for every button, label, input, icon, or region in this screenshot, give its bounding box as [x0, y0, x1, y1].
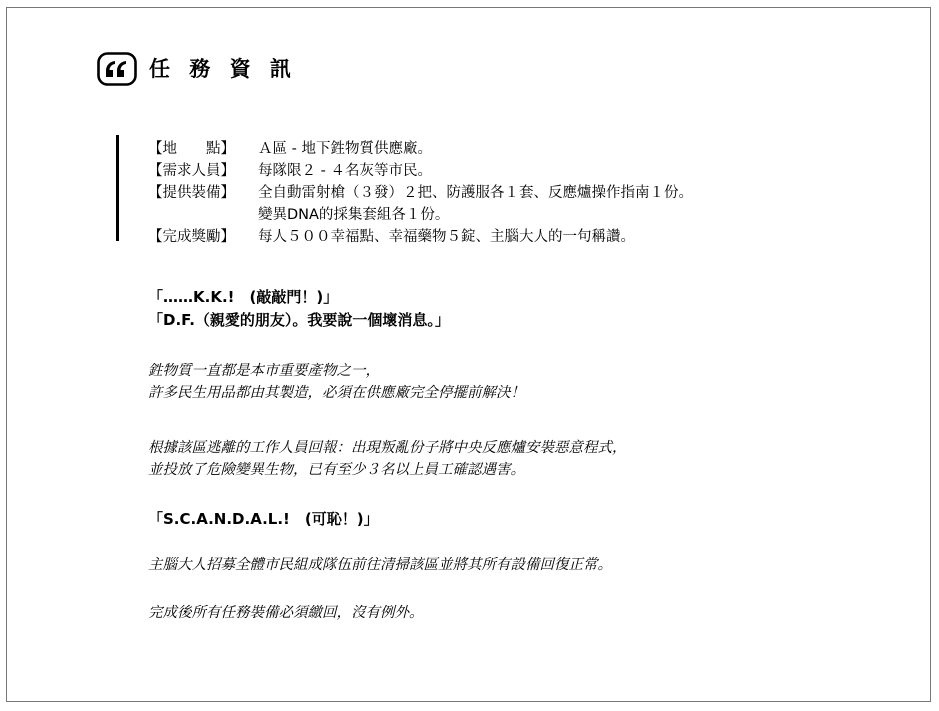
- dialog-line: 「……K.K.! (敲敲門！)」: [148, 288, 339, 306]
- paragraph-line: 完成後所有任務裝備必須繳回，沒有例外。: [148, 605, 424, 621]
- paragraph-line: 許多民生用品都由其製造，必須在供應廠完全停擺前解決！: [148, 385, 525, 401]
- paragraph-return: [148, 602, 424, 624]
- paragraph-line: 主腦大人招募全體市民組成隊伍前往清掃該區並將其所有設備回復正常。: [148, 557, 612, 573]
- paragraph-recruit: [148, 554, 612, 576]
- equipment-value-continued: 變異DNA的採集套組各１份。: [258, 207, 450, 223]
- reward-value: 每人５００幸福點、幸福藥物５錠、主腦大人的一句稱讚。: [258, 229, 635, 245]
- quote-icon: [97, 52, 137, 86]
- paragraph-line: 並投放了危險變異生物，已有至少３名以上員工確認遇害。: [148, 462, 525, 478]
- info-row-equipment: [148, 182, 693, 204]
- paragraph-report: [148, 437, 627, 481]
- page-title: 任 務 資 訊: [149, 57, 297, 81]
- mission-info: [148, 138, 693, 248]
- dialog-knock: [148, 286, 450, 332]
- info-row-location: [148, 138, 693, 160]
- reward-label: 【完成獎勵】: [148, 229, 235, 245]
- paragraph-line: 鉎物質一直都是本市重要產物之一，: [148, 363, 380, 379]
- dialog-line: 「S.C.A.N.D.A.L.! (可恥！)」: [148, 510, 379, 528]
- paragraph-importance: [148, 360, 525, 404]
- equipment-value: 全自動雷射槍（３發）２把、防護服各１套、反應爐操作指南１份。: [258, 185, 693, 201]
- left-accent-bar: [116, 135, 119, 241]
- page-frame: [6, 7, 931, 702]
- info-row-reward: [148, 226, 693, 248]
- location-value: Ａ區 - 地下鉎物質供應廠。: [258, 141, 432, 157]
- staff-value: 每隊限２ - ４名灰等市民。: [258, 163, 432, 179]
- heading: [97, 52, 297, 86]
- dialog-scandal: [148, 508, 379, 531]
- equipment-label: 【提供裝備】: [148, 185, 235, 201]
- info-row-staff: [148, 160, 693, 182]
- staff-label: 【需求人員】: [148, 163, 235, 179]
- dialog-line: 「D.F.（親愛的朋友）。我要說一個壞消息。」: [148, 311, 450, 329]
- location-label: 【地 點】: [148, 141, 235, 157]
- paragraph-line: 根據該區逃離的工作人員回報：出現叛亂份子將中央反應爐安裝惡意程式，: [148, 440, 627, 456]
